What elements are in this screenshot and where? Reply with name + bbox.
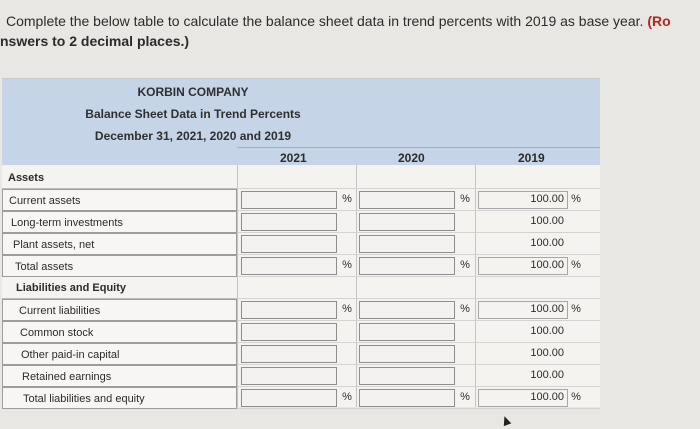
value-2019-row-4: 100.00 bbox=[530, 259, 564, 271]
row-divider bbox=[237, 254, 600, 255]
row-divider bbox=[237, 408, 600, 409]
row-divider bbox=[237, 386, 600, 387]
header-divider bbox=[237, 147, 600, 148]
trend-table bbox=[2, 78, 600, 407]
column-divider bbox=[237, 165, 238, 407]
input-2020-row-10[interactable] bbox=[359, 389, 455, 407]
input-2020-row-8[interactable] bbox=[359, 345, 455, 363]
input-2020-row-9[interactable] bbox=[359, 367, 455, 385]
percent-sign-2019: % bbox=[571, 259, 581, 271]
company-name: KORBIN COMPANY bbox=[137, 85, 249, 99]
row-label-plant-assets: Plant assets, net bbox=[2, 233, 237, 255]
value-box-2019 bbox=[478, 389, 568, 407]
table-date-line: December 31, 2021, 2020 and 2019 bbox=[94, 129, 292, 143]
percent-sign: % bbox=[460, 303, 470, 315]
input-2020-row-2[interactable] bbox=[359, 213, 455, 231]
value-box-2019 bbox=[478, 191, 568, 209]
row-label-total-liabilities-equity: Total liabilities and equity bbox=[2, 387, 237, 409]
value-box-2019 bbox=[478, 301, 568, 319]
row-label-total-assets: Total assets bbox=[2, 255, 237, 277]
percent-sign: % bbox=[342, 391, 352, 403]
input-2021-row-8[interactable] bbox=[241, 345, 337, 363]
mouse-cursor-icon bbox=[501, 415, 512, 426]
year-2019-header: 2019 bbox=[518, 151, 545, 165]
row-label-current-liabilities: Current liabilities bbox=[2, 299, 237, 321]
column-divider bbox=[475, 165, 476, 407]
input-2021-row-2[interactable] bbox=[241, 213, 337, 231]
table-subtitle: Balance Sheet Data in Trend Percents bbox=[85, 107, 301, 121]
input-2020-row-3[interactable] bbox=[359, 235, 455, 253]
year-2020-header: 2020 bbox=[398, 151, 425, 165]
instruction-line-1 bbox=[0, 12, 700, 31]
instruction-red-text: (Ro bbox=[647, 13, 671, 29]
row-divider bbox=[237, 232, 600, 233]
row-divider bbox=[237, 276, 600, 277]
row-label-long-term-investments: Long-term investments bbox=[2, 211, 237, 233]
input-2020-row-1[interactable] bbox=[359, 191, 455, 209]
row-divider bbox=[237, 342, 600, 343]
column-divider bbox=[356, 165, 357, 407]
value-2019-row-3: 100.00 bbox=[530, 237, 564, 249]
input-2021-row-6[interactable] bbox=[241, 301, 337, 319]
row-divider bbox=[237, 320, 600, 321]
row-label-retained-earnings: Retained earnings bbox=[2, 365, 237, 387]
percent-sign: % bbox=[342, 303, 352, 315]
input-2021-row-7[interactable] bbox=[241, 323, 337, 341]
input-2021-row-1[interactable] bbox=[241, 191, 337, 209]
value-box-2019 bbox=[478, 257, 568, 275]
value-2019-row-9: 100.00 bbox=[530, 369, 564, 381]
value-2019-row-2: 100.00 bbox=[530, 215, 564, 227]
instruction-text: Complete the below table to calculate the balance sheet data in trend percents with 2019 as base year. bbox=[6, 13, 644, 29]
row-label-other-paid-in-capital: Other paid-in capital bbox=[2, 343, 237, 365]
percent-sign: % bbox=[342, 259, 352, 271]
value-2019-row-6: 100.00 bbox=[530, 303, 564, 315]
row-divider bbox=[237, 188, 600, 189]
input-2021-row-10[interactable] bbox=[241, 389, 337, 407]
input-2021-row-9[interactable] bbox=[241, 367, 337, 385]
value-2019-row-8: 100.00 bbox=[530, 347, 564, 359]
row-divider bbox=[237, 298, 600, 299]
percent-sign: % bbox=[460, 193, 470, 205]
instructions bbox=[0, 12, 700, 51]
row-divider bbox=[237, 210, 600, 211]
row-label-assets: Assets bbox=[2, 167, 237, 189]
value-2019-row-10: 100.00 bbox=[530, 391, 564, 403]
value-2019-row-1: 100.00 bbox=[530, 193, 564, 205]
percent-sign-2019: % bbox=[571, 303, 581, 315]
row-divider bbox=[237, 364, 600, 365]
year-2021-header: 2021 bbox=[280, 151, 307, 165]
input-2020-row-4[interactable] bbox=[359, 257, 455, 275]
input-2021-row-3[interactable] bbox=[241, 235, 337, 253]
percent-sign-2019: % bbox=[571, 193, 581, 205]
row-label-current-assets: Current assets bbox=[2, 189, 237, 211]
input-2020-row-6[interactable] bbox=[359, 301, 455, 319]
percent-sign: % bbox=[460, 259, 470, 271]
value-2019-row-7: 100.00 bbox=[530, 325, 564, 337]
instruction-line-2: nswers to 2 decimal places.) bbox=[0, 33, 190, 49]
percent-sign: % bbox=[342, 193, 352, 205]
row-label-liabilities-equity: Liabilities and Equity bbox=[2, 277, 237, 299]
percent-sign: % bbox=[460, 391, 470, 403]
percent-sign-2019: % bbox=[571, 391, 581, 403]
input-2020-row-7[interactable] bbox=[359, 323, 455, 341]
input-2021-row-4[interactable] bbox=[241, 257, 337, 275]
row-label-common-stock: Common stock bbox=[2, 321, 237, 343]
